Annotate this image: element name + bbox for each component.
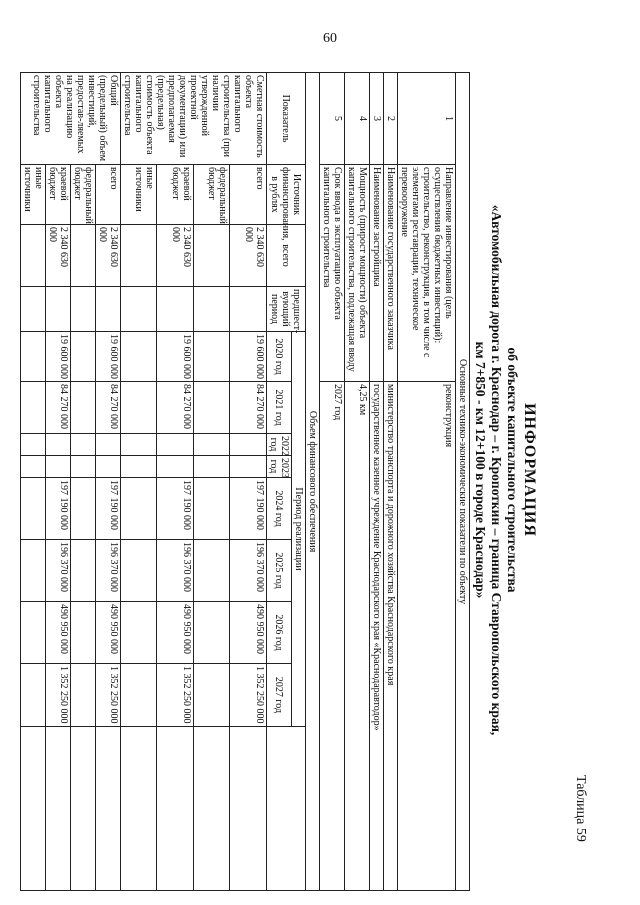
fin-row bbox=[121, 73, 158, 891]
empty-cell bbox=[157, 727, 194, 891]
tech-row-value: министерство транспорта и дорожного хозяйства Краснодарского края bbox=[384, 382, 398, 891]
source-label: всего bbox=[96, 165, 121, 225]
year-header: 2022 год bbox=[267, 434, 292, 456]
tech-row-value: государственное казенное учреждение Краснодарского края «Краснодаравтодор» bbox=[370, 382, 384, 891]
tech-header: Основные технико-экономические показатели по объекту bbox=[456, 73, 470, 891]
year-value bbox=[157, 456, 194, 478]
tech-row-number: 5 bbox=[320, 73, 345, 165]
year-value bbox=[121, 382, 158, 434]
total-value: 2 340 630 000 bbox=[157, 225, 194, 287]
col-source-header: Источник финансирования, в рублях bbox=[267, 165, 306, 225]
empty-cell bbox=[121, 727, 158, 891]
previous-period-value bbox=[21, 287, 46, 332]
total-value bbox=[121, 225, 158, 287]
year-value bbox=[71, 602, 96, 664]
year-value: 19 600 000 bbox=[46, 332, 71, 382]
tech-row-number: 2 bbox=[384, 73, 398, 165]
indicator-label: Общий (предельный) объем инвестиций, предостав-ляемых на реализацию объекта капитального строительства bbox=[21, 73, 121, 165]
tech-header-row bbox=[456, 73, 470, 891]
year-value: 490 950 000 bbox=[96, 602, 121, 664]
total-value bbox=[71, 225, 96, 287]
year-value bbox=[21, 602, 46, 664]
year-value: 1 352 250 000 bbox=[46, 664, 71, 727]
tech-row-number: 1 bbox=[398, 73, 456, 165]
year-value: 84 270 000 bbox=[230, 382, 267, 434]
previous-period-value bbox=[230, 287, 267, 332]
empty-cell bbox=[46, 727, 71, 891]
tech-row-value: реконструкция bbox=[398, 382, 456, 891]
fin-row bbox=[230, 73, 267, 891]
year-value: 197 190 000 bbox=[96, 478, 121, 540]
empty-cell bbox=[96, 727, 121, 891]
source-label: федеральный бюджет bbox=[194, 165, 231, 225]
year-header: 2027 год bbox=[267, 664, 292, 727]
total-value: 2 340 630 000 bbox=[230, 225, 267, 287]
indicator-label: Сметная стоимость объекта капитального строительства (при наличии утвержденной проектной документации) или предполагаемая (предельная) стоимость объекта капитального строительства bbox=[121, 73, 267, 165]
col-previous-header: предшест-вующий период bbox=[267, 287, 306, 332]
year-value bbox=[121, 664, 158, 727]
year-value bbox=[46, 434, 71, 456]
year-header: 2025 год bbox=[267, 540, 292, 602]
tech-row-value: 4,25 км bbox=[345, 382, 370, 891]
tech-row-label: Срок ввода в эксплуатацию объекта капитального строительства bbox=[320, 165, 345, 382]
object-name-line1: «Автомобильная дорога г. Краснодар – г. Кропоткин – граница Ставропольского края, bbox=[489, 204, 504, 736]
fin-row bbox=[194, 73, 231, 891]
year-value bbox=[21, 540, 46, 602]
year-value: 19 600 000 bbox=[96, 332, 121, 382]
year-value bbox=[194, 478, 231, 540]
year-header: 2023 год bbox=[267, 456, 292, 478]
year-value: 196 370 000 bbox=[46, 540, 71, 602]
year-value bbox=[230, 456, 267, 478]
fin-row bbox=[96, 73, 121, 891]
year-value: 19 600 000 bbox=[157, 332, 194, 382]
year-value bbox=[194, 602, 231, 664]
previous-period-value bbox=[46, 287, 71, 332]
tech-row bbox=[370, 73, 384, 891]
year-value bbox=[71, 434, 96, 456]
document-title: ИНФОРМАЦИЯ bbox=[521, 403, 538, 537]
year-value bbox=[71, 540, 96, 602]
year-value bbox=[71, 664, 96, 727]
tech-row-value: 2027 год bbox=[320, 382, 345, 891]
year-value bbox=[96, 434, 121, 456]
previous-period-value bbox=[194, 287, 231, 332]
document-subtitle: об объекте капитального строительства bbox=[505, 347, 520, 593]
tech-row-label: Наименование застройщика bbox=[370, 165, 384, 382]
year-header: 2024 год bbox=[267, 478, 292, 540]
previous-period-value bbox=[157, 287, 194, 332]
rotated-sheet bbox=[22, 45, 590, 895]
year-value: 197 190 000 bbox=[46, 478, 71, 540]
fin-row bbox=[21, 73, 46, 891]
year-value bbox=[194, 332, 231, 382]
tech-row-label: Мощность (прирост мощности) объекта капитального строительства, подлежащая вводу bbox=[345, 165, 370, 382]
tech-row bbox=[384, 73, 398, 891]
empty-cell bbox=[230, 727, 267, 891]
year-value: 1 352 250 000 bbox=[96, 664, 121, 727]
year-value bbox=[121, 478, 158, 540]
year-value: 196 370 000 bbox=[230, 540, 267, 602]
previous-period-value bbox=[121, 287, 158, 332]
info-table bbox=[20, 72, 470, 891]
column-header-row-1 bbox=[292, 73, 306, 891]
year-value bbox=[121, 602, 158, 664]
page-number: 60 bbox=[323, 31, 337, 46]
year-value bbox=[21, 478, 46, 540]
year-value bbox=[71, 456, 96, 478]
total-value: 2 340 630 000 bbox=[46, 225, 71, 287]
source-label: краевой бюджет bbox=[157, 165, 194, 225]
col-total-header: всего bbox=[267, 225, 306, 287]
year-value bbox=[194, 664, 231, 727]
year-header: 2020 год bbox=[267, 332, 292, 382]
document-heading bbox=[472, 45, 538, 895]
previous-period-value bbox=[96, 287, 121, 332]
fin-row bbox=[71, 73, 96, 891]
year-value bbox=[194, 382, 231, 434]
total-value: 2 340 630 000 bbox=[96, 225, 121, 287]
year-value: 490 950 000 bbox=[46, 602, 71, 664]
year-value bbox=[194, 540, 231, 602]
year-value: 197 190 000 bbox=[230, 478, 267, 540]
source-label: иные источники bbox=[121, 165, 158, 225]
year-value: 84 270 000 bbox=[96, 382, 121, 434]
fin-header-row bbox=[306, 73, 320, 891]
year-value bbox=[96, 456, 121, 478]
year-value: 197 190 000 bbox=[157, 478, 194, 540]
table-label: Таблица 59 bbox=[573, 775, 588, 842]
year-value bbox=[230, 434, 267, 456]
year-value bbox=[194, 434, 231, 456]
year-value bbox=[21, 456, 46, 478]
year-value: 490 950 000 bbox=[157, 602, 194, 664]
year-header: 2026 год bbox=[267, 602, 292, 664]
year-value bbox=[71, 332, 96, 382]
source-label: федеральный бюджет bbox=[71, 165, 96, 225]
year-value: 1 352 250 000 bbox=[157, 664, 194, 727]
year-value bbox=[121, 456, 158, 478]
year-value bbox=[71, 478, 96, 540]
empty-cell bbox=[267, 727, 306, 891]
previous-period-value bbox=[71, 287, 96, 332]
source-label: иные источники bbox=[21, 165, 46, 225]
col-indicator-header: Показатель bbox=[267, 73, 306, 165]
year-value: 1 352 250 000 bbox=[230, 664, 267, 727]
year-value: 490 950 000 bbox=[230, 602, 267, 664]
year-value bbox=[121, 540, 158, 602]
year-value: 196 370 000 bbox=[96, 540, 121, 602]
object-name-line2: км 7+850 - км 12+100 в городе Краснодар» bbox=[473, 341, 488, 599]
empty-cell bbox=[21, 727, 46, 891]
empty-cell bbox=[194, 727, 231, 891]
year-value bbox=[71, 382, 96, 434]
tech-row bbox=[345, 73, 370, 891]
period-header: Период реализации bbox=[292, 332, 306, 727]
year-value bbox=[21, 664, 46, 727]
year-value: 196 370 000 bbox=[157, 540, 194, 602]
total-value bbox=[21, 225, 46, 287]
year-value bbox=[46, 456, 71, 478]
year-value bbox=[157, 434, 194, 456]
source-label: краевой бюджет bbox=[46, 165, 71, 225]
tech-row-label: Направление инвестирования (цель осуществления бюджетных инвестиций): строительство, реконструкция, в том числе с элементами реставрации, техническое перевооружение bbox=[398, 165, 456, 382]
fin-header: Объем финансового обеспечения bbox=[306, 73, 320, 891]
year-value: 84 270 000 bbox=[46, 382, 71, 434]
year-value bbox=[194, 456, 231, 478]
year-value bbox=[21, 434, 46, 456]
tech-row bbox=[320, 73, 345, 891]
tech-row-number: 4 bbox=[345, 73, 370, 165]
year-header: 2021 год bbox=[267, 382, 292, 434]
source-label: всего bbox=[230, 165, 267, 225]
fin-row bbox=[46, 73, 71, 891]
year-value bbox=[21, 332, 46, 382]
year-value: 19 600 000 bbox=[230, 332, 267, 382]
fin-row bbox=[157, 73, 194, 891]
year-value: 84 270 000 bbox=[157, 382, 194, 434]
tech-row bbox=[398, 73, 456, 891]
year-value bbox=[121, 332, 158, 382]
year-value bbox=[21, 382, 46, 434]
tech-row-label: Наименование государственного заказчика bbox=[384, 165, 398, 382]
total-value bbox=[194, 225, 231, 287]
tech-row-number: 3 bbox=[370, 73, 384, 165]
empty-cell bbox=[71, 727, 96, 891]
year-value bbox=[121, 434, 158, 456]
